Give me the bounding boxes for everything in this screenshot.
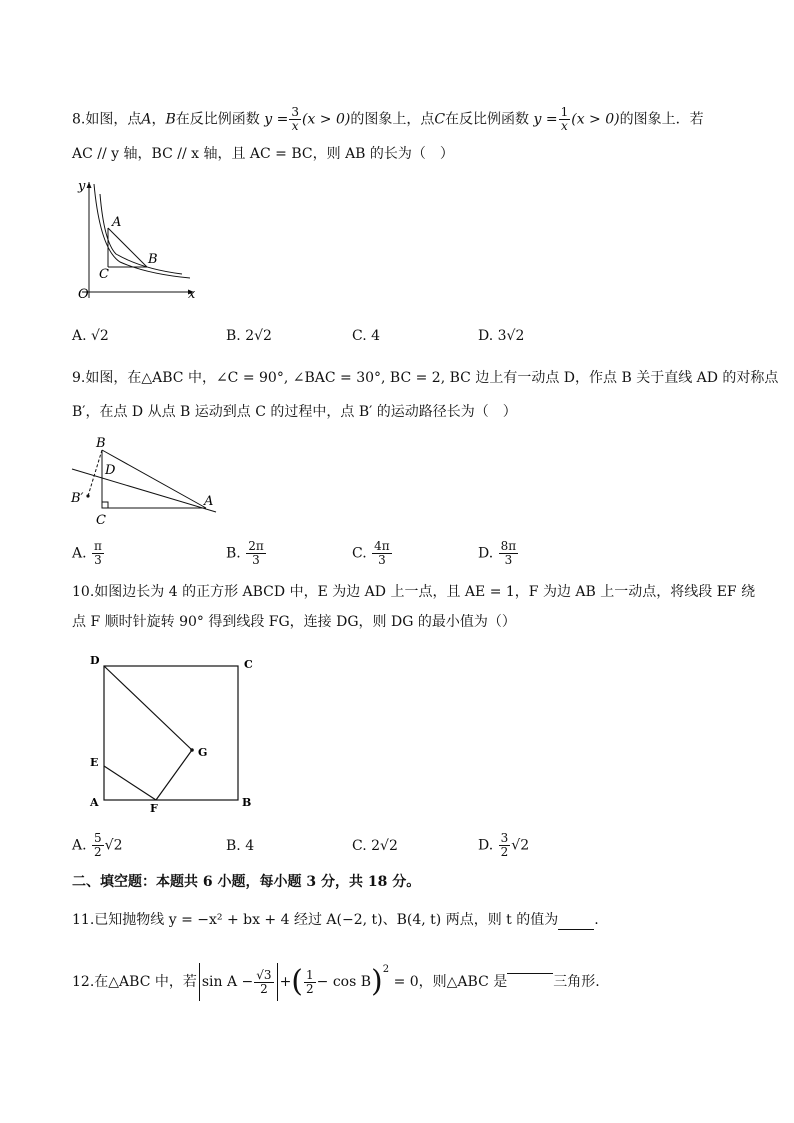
q9-option-b-letter: B. [226,545,241,562]
q9-option-d-num: 8π [500,539,517,553]
q9-option-b-den: 3 [252,553,260,567]
q9-option-b[interactable] [226,540,267,567]
q10-option-d[interactable] [478,832,529,859]
q8-fig-c: C [99,267,109,282]
q9-option-c-letter: C. [352,545,367,562]
q12-text-end: 三角形. [553,974,600,990]
q10-option-d-letter: D. [478,837,494,854]
q12-plus: + [279,974,292,990]
q12-paren-frac [304,969,316,996]
q8-comma: ， [151,111,166,128]
q8-func2-dom: (x > 0) [571,111,620,128]
q10-fig-d: D [90,654,100,667]
q12-answer-blank[interactable] [507,959,553,974]
q8-option-b-letter: B. [226,328,241,344]
q8-option-d-text: 3√2 [497,328,525,344]
q8-func2-den: x [561,119,568,133]
q10-option-a-frac [92,832,104,859]
section-2-title: 二、填空题：本题共 6 小题，每小题 3 分，共 18 分。 [72,874,421,890]
q10-option-d-num: 3 [500,831,509,845]
q9-option-c-den: 3 [378,553,386,567]
q8-text: 8.如图，点 [72,111,142,128]
q8-line1 [72,106,704,133]
q12-paren-den: 2 [306,981,314,996]
q10-option-c[interactable] [352,836,398,856]
q12-paren-num: 1 [306,967,314,982]
q8-fig-a: A [112,215,122,230]
q9-option-b-num: 2π [248,539,264,553]
q8-option-c[interactable] [352,326,380,346]
q9-option-b-frac [246,540,266,567]
q8-option-d-letter: D. [478,328,494,344]
q10-option-a-tail: √2 [104,837,123,854]
q9-option-d-frac [499,540,519,567]
q8-func2-num: 1 [560,105,569,119]
q10-option-c-letter: C. [352,838,367,854]
q8-func1-num: 3 [291,105,299,119]
q9-fig-c: C [96,513,106,528]
q10-option-a-letter: A. [72,837,87,854]
q8-option-a-letter: A. [72,328,87,344]
q12-paren-right: ) [371,964,383,999]
q10-line2: 点 F 顺时针旋转 90° 得到线段 FG，连接 DG，则 DG 的最小值为（） [72,614,516,630]
q9-option-a-frac [92,540,104,567]
q12-abs-left [199,963,200,1001]
q10-option-b-text: 4 [245,838,255,854]
q10-option-b-letter: B. [226,838,241,854]
q8-fig-o: O [78,287,89,302]
q11-answer-blank[interactable] [558,915,594,930]
q11-text-end: . [594,912,599,928]
q8-option-a-text: √2 [91,328,109,344]
q8-option-b[interactable] [226,326,272,346]
q10-fig-b: B [242,796,252,809]
q10-option-d-den: 2 [500,845,509,859]
q8-func1-dom: (x > 0) [301,111,351,128]
q12-text: 12.在△ABC 中，若 [72,974,197,990]
q9-option-d-letter: D. [478,545,494,562]
q12-abs-sin: sin A − [201,974,254,990]
q8-fig-y: y [78,179,86,194]
q10-fig-g: G [198,746,208,759]
q8-option-a[interactable] [72,326,109,346]
q9-fig-b: B [96,436,106,451]
q12-abs-frac [254,969,273,996]
q9-fig-a: A [204,494,214,509]
q12-abs-right [277,963,278,1001]
q12-power: 2 [382,964,390,975]
q12-abs-num: √3 [256,967,272,982]
q12-cos: − cos B [316,974,372,990]
q9-line2: B′，在点 D 从点 B 运动到点 C 的过程中，点 B′ 的运动路径长为（ ） [72,404,517,420]
q8-figure [72,174,202,302]
q8-func2-lhs: y = [533,111,558,128]
q10-option-a[interactable] [72,832,122,859]
q10-fig-a: A [90,796,99,809]
q9-figure [66,432,226,528]
q8-text-4: 在反比例函数 [445,111,530,128]
q10-option-c-text: 2√2 [371,838,398,854]
q12-line [72,950,600,1002]
q8-fig-x: x [188,287,196,302]
q8-func2-frac [559,106,571,133]
q8-func1-lhs: y = [264,111,289,128]
q9-option-c[interactable] [352,540,393,567]
q9-fig-bp: B′ [71,491,84,506]
q8-text-2: 在反比例函数 [175,111,260,128]
q8-fig-b: B [148,252,158,267]
q8-option-c-letter: C. [352,328,367,344]
q10-option-d-frac [499,832,511,859]
q12-paren-left: ( [291,964,304,999]
q9-option-c-frac [372,540,392,567]
q9-fig-d: D [105,463,116,478]
q11-text: 11.已知抛物线 y = −x² + bx + 4 经过 A(−2, t)、B(4, t) 两点，则 t 的值为 [72,912,559,928]
q9-option-d[interactable] [478,540,519,567]
q12-eq: = 0，则△ABC 是 [393,974,508,990]
q8-option-c-text: 4 [371,328,381,344]
q9-option-a-num: π [94,539,102,553]
q8-func1-den: x [291,119,299,133]
q10-line1: 10.如图边长为 4 的正方形 ABCD 中，E 为边 AD 上一点，且 AE = 1，F 为边 AB 上一动点，将线段 EF 绕 [72,584,756,600]
q10-option-d-tail: √2 [511,837,530,854]
q10-fig-e: E [90,756,99,769]
q10-fig-c: C [244,658,253,671]
q9-option-d-den: 3 [504,553,513,567]
q12-abs-den: 2 [260,981,268,996]
q8-func1-frac [289,106,301,133]
q8-line2: AC // y 轴，BC // x 轴，且 AC = BC，则 AB 的长为（ ） [72,146,454,162]
q10-option-b[interactable] [226,836,254,856]
q10-option-a-den: 2 [94,845,102,859]
q10-option-a-num: 5 [94,831,102,845]
q9-option-c-num: 4π [374,539,390,553]
q8-option-b-text: 2√2 [245,328,272,344]
q9-line1: 9.如图，在△ABC 中，∠C = 90°, ∠BAC = 30°, BC = 2, BC 边上有一动点 D，作点 B 关于直线 AD 的对称点 [72,370,779,386]
q9-option-a-den: 3 [94,553,102,567]
q8-text-3: 的图象上，点 [350,111,435,128]
q9-option-a[interactable] [72,540,105,567]
q10-fig-f: F [150,802,158,815]
q11-line [72,910,599,930]
q8-text-5: 的图象上．若 [619,111,704,128]
q8-point-a: A [141,111,152,128]
q9-option-a-letter: A. [72,545,87,562]
q8-point-c: C [434,111,446,128]
q8-option-d[interactable] [478,326,524,346]
q10-figure [86,650,262,820]
q8-point-b: B [165,111,176,128]
